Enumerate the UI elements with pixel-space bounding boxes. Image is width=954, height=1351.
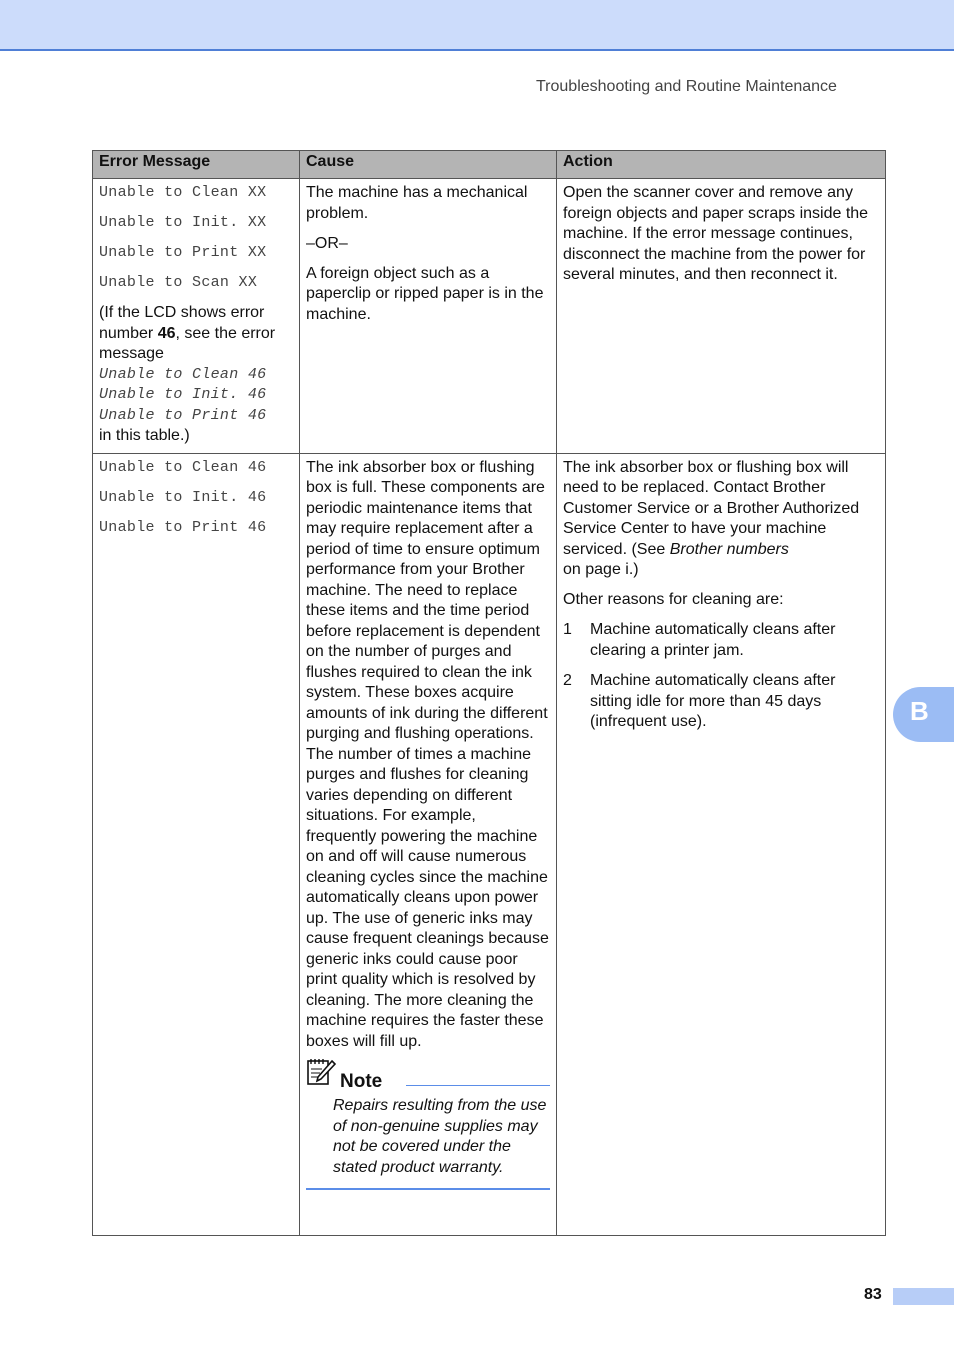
chapter-tab xyxy=(893,687,954,742)
note-pencil-icon xyxy=(306,1058,336,1093)
note-box xyxy=(306,1062,550,1190)
note-header xyxy=(306,1062,550,1092)
error-code: Unable to Scan XX xyxy=(99,274,258,291)
action-text-part: The ink absorber box or flushing box will need to be replaced. Contact Brother Customer Service or a Brother Authorized Service Center to have your machine serviced. (See xyxy=(563,458,860,558)
action-text: Open the scanner cover and remove any foreign objects and paper scraps inside the machine. If the error message continues, disconnect the machine from the power for several minutes, and then reconnect it. xyxy=(563,184,869,283)
error-code: Unable to Clean XX xyxy=(99,184,267,201)
cause-cell xyxy=(300,453,557,1235)
error-code: Unable to Init. 46 xyxy=(99,488,267,506)
action-text: Other reasons for cleaning are: xyxy=(563,591,784,608)
list-item xyxy=(563,671,879,733)
error-message-cell xyxy=(93,453,300,1235)
action-text xyxy=(563,458,879,581)
cause-text: A foreign object such as a paperclip or ripped paper is in the machine. xyxy=(306,264,544,323)
error-message-cell xyxy=(93,179,300,454)
page-number-bar xyxy=(893,1288,954,1305)
error-code: Unable to Init. XX xyxy=(99,214,267,231)
lcd-note-text: , see the error message xyxy=(99,324,276,362)
error-code: Unable to Print XX xyxy=(99,244,267,261)
list-item-number: 2 xyxy=(563,672,572,689)
lcd-note xyxy=(99,303,293,365)
action-text-part: on page i.) xyxy=(563,561,639,578)
list-item-number: 1 xyxy=(563,621,572,638)
error-code: Unable to Clean 46 xyxy=(99,458,267,476)
lcd-note-text: (If the LCD shows error number xyxy=(99,304,265,342)
lcd-error-code: Unable to Print 46 xyxy=(99,406,267,424)
brother-numbers-reference: Brother numbers xyxy=(669,540,789,558)
lcd-error-code: Unable to Init. 46 xyxy=(99,386,267,403)
note-rule xyxy=(406,1085,550,1086)
cause-cell xyxy=(300,179,557,454)
chapter-tab-label: B xyxy=(910,696,929,726)
note-title: Note xyxy=(340,1070,383,1092)
error-code: Unable to Print 46 xyxy=(99,518,267,536)
table-row xyxy=(93,179,886,454)
list-item-text: Machine automatically cleans after clearing a printer jam. xyxy=(590,621,836,659)
action-cell xyxy=(557,179,886,454)
lcd-note-number: 46 xyxy=(157,324,176,342)
cleaning-reasons-list xyxy=(563,620,879,733)
lcd-note-end: in this table.) xyxy=(99,427,190,444)
table-header-row xyxy=(93,151,886,179)
page-number: 83 xyxy=(864,1286,882,1303)
note-text: Repairs resulting from the use of non-genuine supplies may not be covered under the stated product warranty. xyxy=(333,1097,547,1176)
column-header-action: Action xyxy=(557,151,886,179)
list-item xyxy=(563,620,879,661)
cause-text: The ink absorber box or flushing box is full. These components are periodic maintenance items that may require replacement after a period of time to ensure optimum performance from your Brother machine. The need to replace these items and the time period before replacement is dependent on the number of purges and flushes required to clean the ink system. These boxes acquire amounts of ink during the different purging and flushing operations. The number of times a machine purges and flushes for cleaning varies depending on different situations. For example, frequently powering the machine on and off will cause numerous cleaning cycles since the machine automatically cleans upon power up. The use of generic inks may cause frequent cleanings because generic inks could cause poor print quality which is resolved by cleaning. The more cleaning the machine requires the faster these boxes will fill up. xyxy=(306,458,549,1050)
cause-or: –OR– xyxy=(306,234,348,252)
column-header-error-message: Error Message xyxy=(93,151,300,179)
running-header: Troubleshooting and Routine Maintenance xyxy=(536,78,837,95)
action-cell xyxy=(557,453,886,1235)
cause-text: The machine has a mechanical problem. xyxy=(306,184,528,222)
column-header-cause: Cause xyxy=(300,151,557,179)
table-row xyxy=(93,453,886,1235)
lcd-error-code: Unable to Clean 46 xyxy=(99,365,267,383)
list-item-text: Machine automatically cleans after sitting idle for more than 45 days (infrequent use). xyxy=(590,672,836,730)
error-table xyxy=(92,150,886,1236)
top-band xyxy=(0,0,954,51)
